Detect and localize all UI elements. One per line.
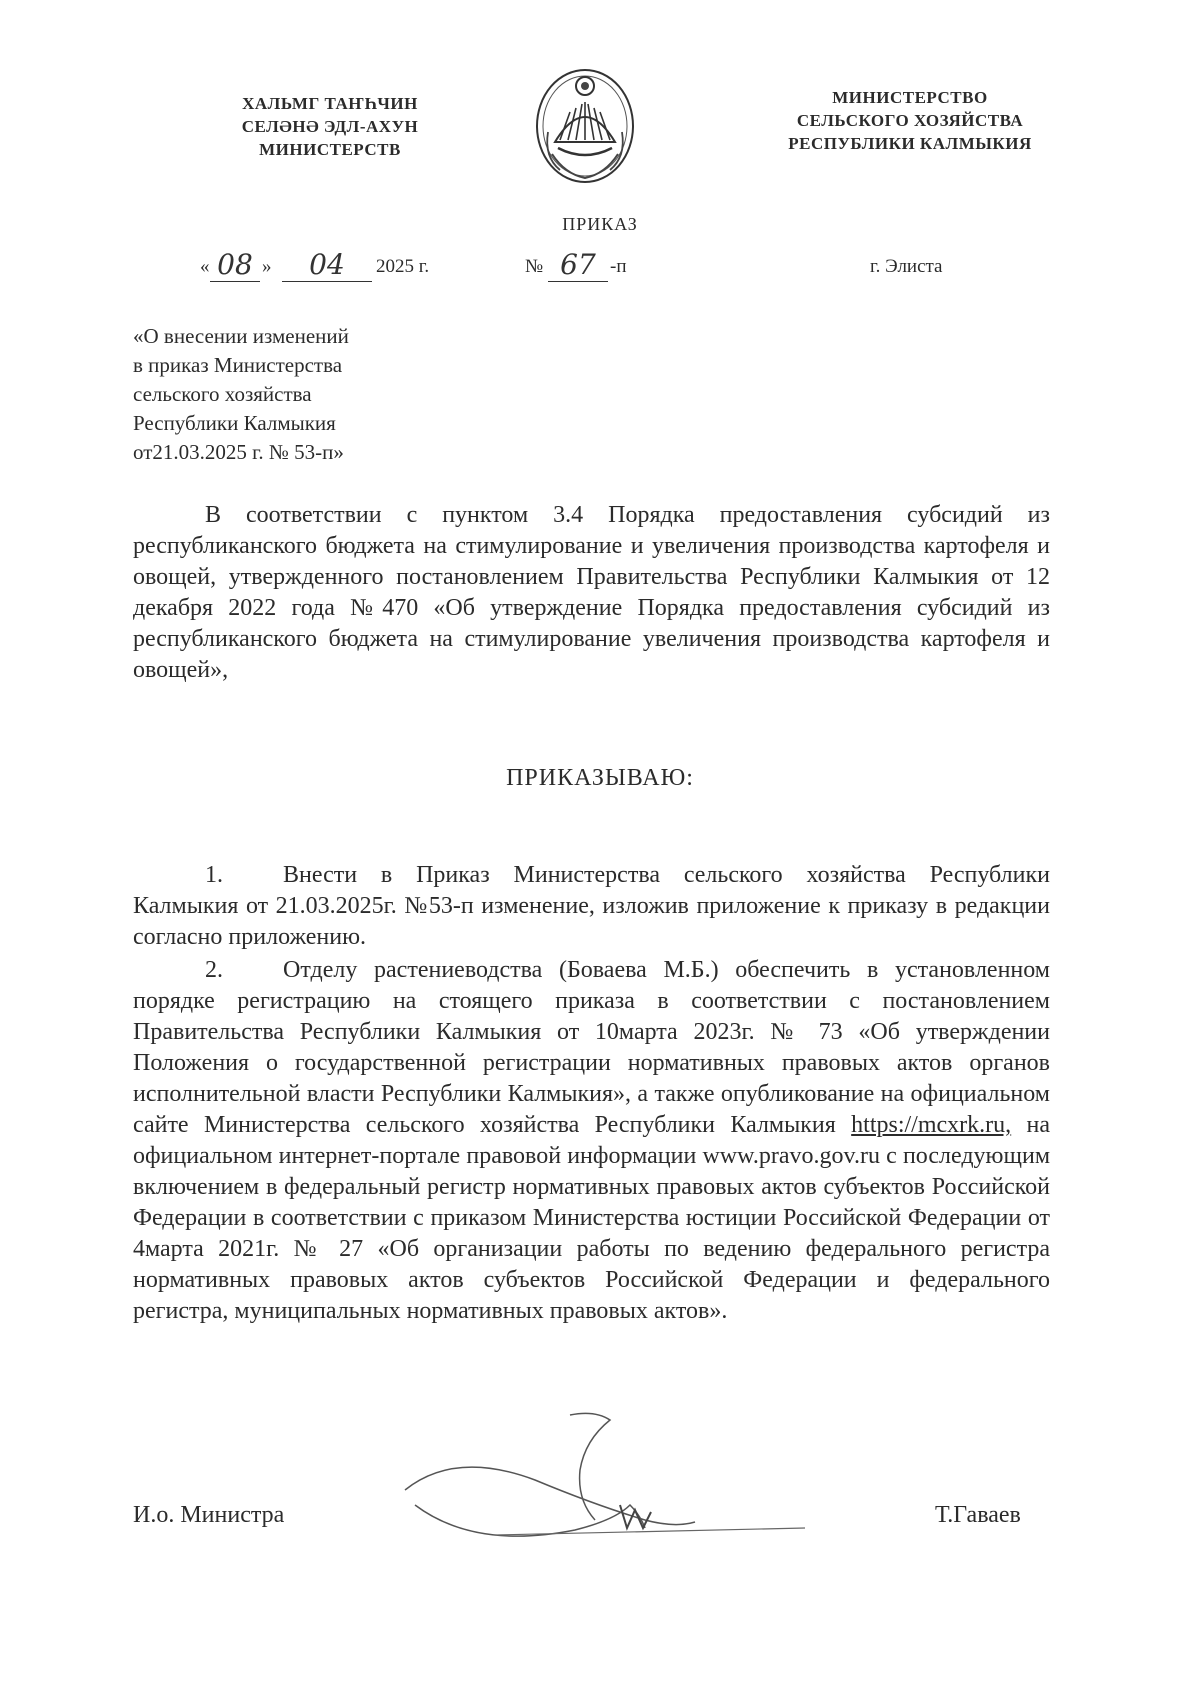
org-line: МИНИСТЕРСТВО [832, 88, 988, 107]
date-month-handwritten: 04 [282, 248, 372, 282]
handwritten-signature [395, 1410, 815, 1570]
org-line: РЕСПУБЛИКИ КАЛМЫКИЯ [788, 134, 1032, 153]
item-text: Отделу растениеводства (Боваева М.Б.) обеспечить в установленном порядке регистрацию на стоящего приказа в соответствии с постановлением Правительства Республики Калмыкия от 10марта 2023г. № 73 «Об утверждении Положения о государственной регистрации нормативных правовых актов органов исполнительной власти Республики Калмыкия», а также опубликование на официальном сайте Министерства сельского хозяйства Республики Калмыкия [133, 957, 1050, 1138]
order-subject [133, 322, 433, 467]
city: г. Элиста [870, 256, 943, 277]
date-day-handwritten: 08 [210, 248, 260, 282]
org-name-kalmyk [220, 92, 440, 161]
org-line: ХАЛЬМГ ТАҤҺЧИН [242, 94, 418, 113]
signatory-title: И.о. Министра [133, 1502, 285, 1528]
org-line: СЕЛЬСКОГО ХОЗЯЙСТВА [796, 111, 1024, 130]
date-year: 2025 г. [376, 256, 430, 277]
subject-line: от21.03.2025 г. № 53-п» [133, 440, 344, 464]
preamble-paragraph: В соответствии с пунктом 3.4 Порядка предоставления субсидий из республиканского бюджета на стимулирование и увеличения производства картофеля и овощей, утвержденного постановлением Правительства Республики Калмыкия от 12 декабря 2022 года №470 «Об утверждение Порядка предоставления субсидий из республиканского бюджета на стимулирование увеличения производства картофеля и овощей», [133, 502, 1050, 683]
order-heading: ПРИКАЗЫВАЮ: [506, 765, 694, 791]
document-type-title: ПРИКАЗ [562, 214, 638, 234]
org-line: СЕЛӘНӘ ЭДЛ-АХУН [241, 117, 419, 136]
order-number-suffix: -п [610, 256, 627, 277]
subject-line: в приказ Министерства [133, 353, 343, 377]
subject-line: сельского хозяйства [133, 382, 312, 406]
org-line: МИНИСТЕРСТВ [259, 140, 401, 159]
item-number: 1. [205, 862, 223, 888]
signatory-name: Т.Гаваев [935, 1502, 1021, 1528]
item-number: 2. [205, 957, 223, 983]
coat-of-arms-emblem [530, 62, 640, 190]
date-close-quote: » [262, 256, 272, 277]
order-item-1 [133, 860, 1050, 953]
item-text-continued: на официальном интернет-портале правовой информации www.pravo.gov.ru с последующим включением в федеральный регистр нормативных правовых актов субъектов Российской Федерации в соответствии с приказом Министерства юстиции Российской Федерации от 4марта 2021г. № 27 «Об организации работы по ведению федерального регистра нормативных правовых актов субъектов Российской Федерации и федерального регистра, муниципальных нормативных правовых актов». [133, 1112, 1051, 1324]
item-text: Внести в Приказ Министерства сельского хозяйства Республики Калмыкия от 21.03.2025г. №53-п изменение, изложив приложение к приказу в редакции согласно приложению. [133, 862, 1050, 950]
org-name-russian [770, 86, 1050, 155]
ministry-website-link[interactable]: https://mcxrk.ru, [851, 1112, 1012, 1138]
order-item-2 [133, 955, 1050, 1327]
order-number-sign: № [525, 256, 544, 277]
date-open-quote: « [200, 256, 210, 277]
subject-line: «О внесении изменений [133, 324, 349, 348]
order-number-handwritten: 67 [548, 248, 608, 282]
subject-line: Республики Калмыкия [133, 411, 336, 435]
